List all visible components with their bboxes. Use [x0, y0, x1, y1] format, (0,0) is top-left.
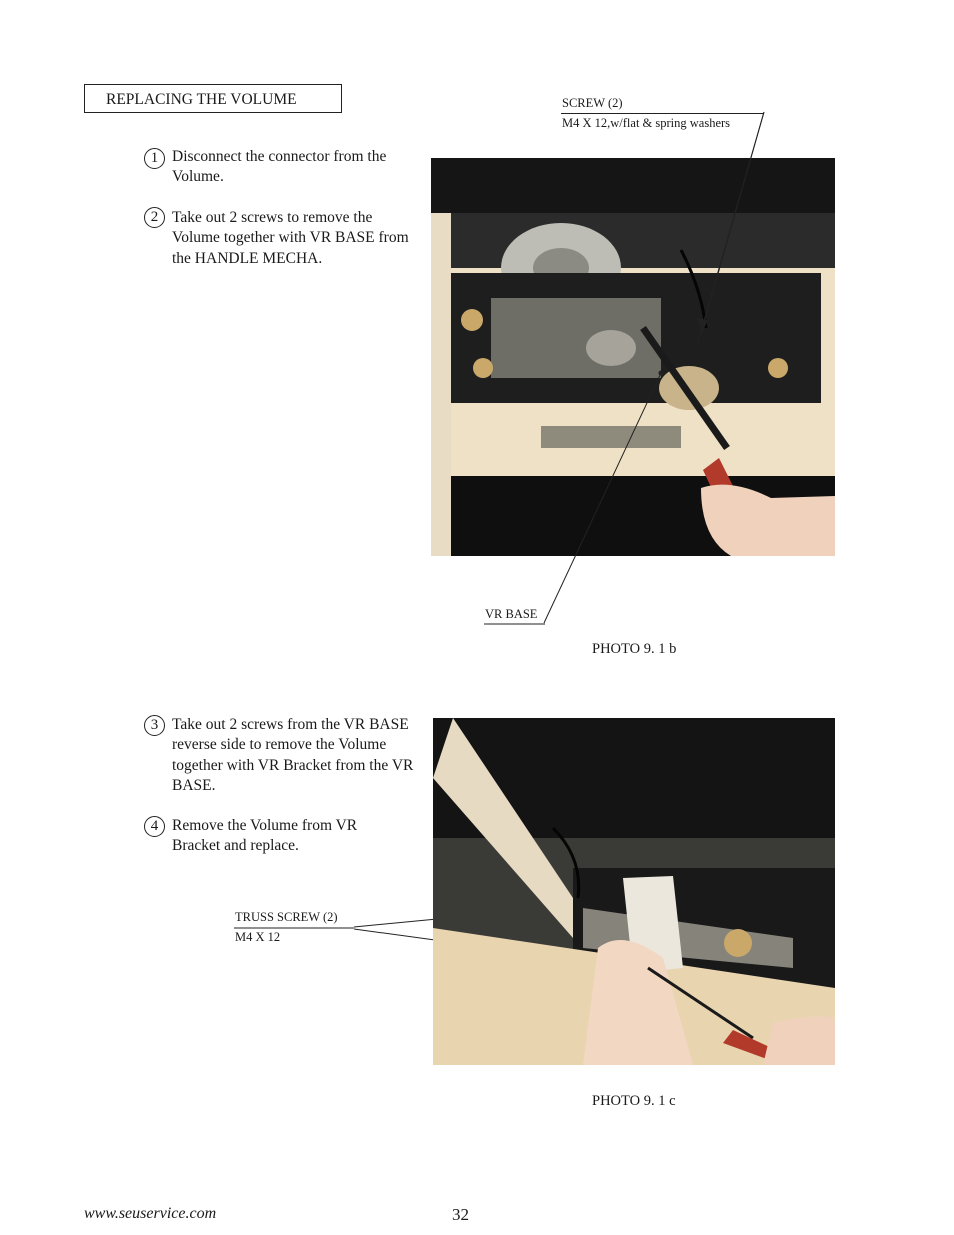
photo-9-1c [433, 718, 835, 1065]
vrbase-label: VR BASE [485, 607, 538, 621]
step-text-1: Disconnect the connector from the Volume. [172, 148, 387, 186]
footer-url: www.seuservice.com [84, 1205, 217, 1222]
step-number-4: 4 [144, 816, 165, 837]
section-title: REPLACING THE VOLUME [84, 84, 342, 113]
screw-spec-label: M4 X 12,w/flat & spring washers [562, 116, 731, 130]
screw-label: SCREW (2) [562, 96, 623, 110]
vrbase-leader-line [544, 373, 661, 623]
screw-leader-line-2 [697, 112, 764, 345]
photo-c-caption: PHOTO 9. 1 c [592, 1093, 676, 1109]
truss-screw-label: TRUSS SCREW (2) [235, 910, 338, 924]
step-text-3: Take out 2 screws from the VR BASE reverse side to remove the Volume together with VR Bracket from the VR BASE. [172, 716, 414, 794]
truss-screw-spec-label: M4 X 12 [235, 930, 281, 944]
step-text-2: Take out 2 screws to remove the Volume together with VR BASE from the HANDLE MECHA. [172, 209, 409, 267]
vrbase-point [659, 371, 664, 376]
page-number: 32 [452, 1205, 469, 1224]
photo-b-caption: PHOTO 9. 1 b [592, 641, 677, 657]
step-text-4: Remove the Volume from VR Bracket and replace. [172, 817, 358, 855]
vr-base-photo [433, 718, 835, 1065]
step-number-3: 3 [144, 715, 165, 736]
step-number-1: 1 [144, 148, 165, 169]
screw-arrow-head [697, 318, 708, 333]
step-number-2: 2 [144, 207, 165, 228]
